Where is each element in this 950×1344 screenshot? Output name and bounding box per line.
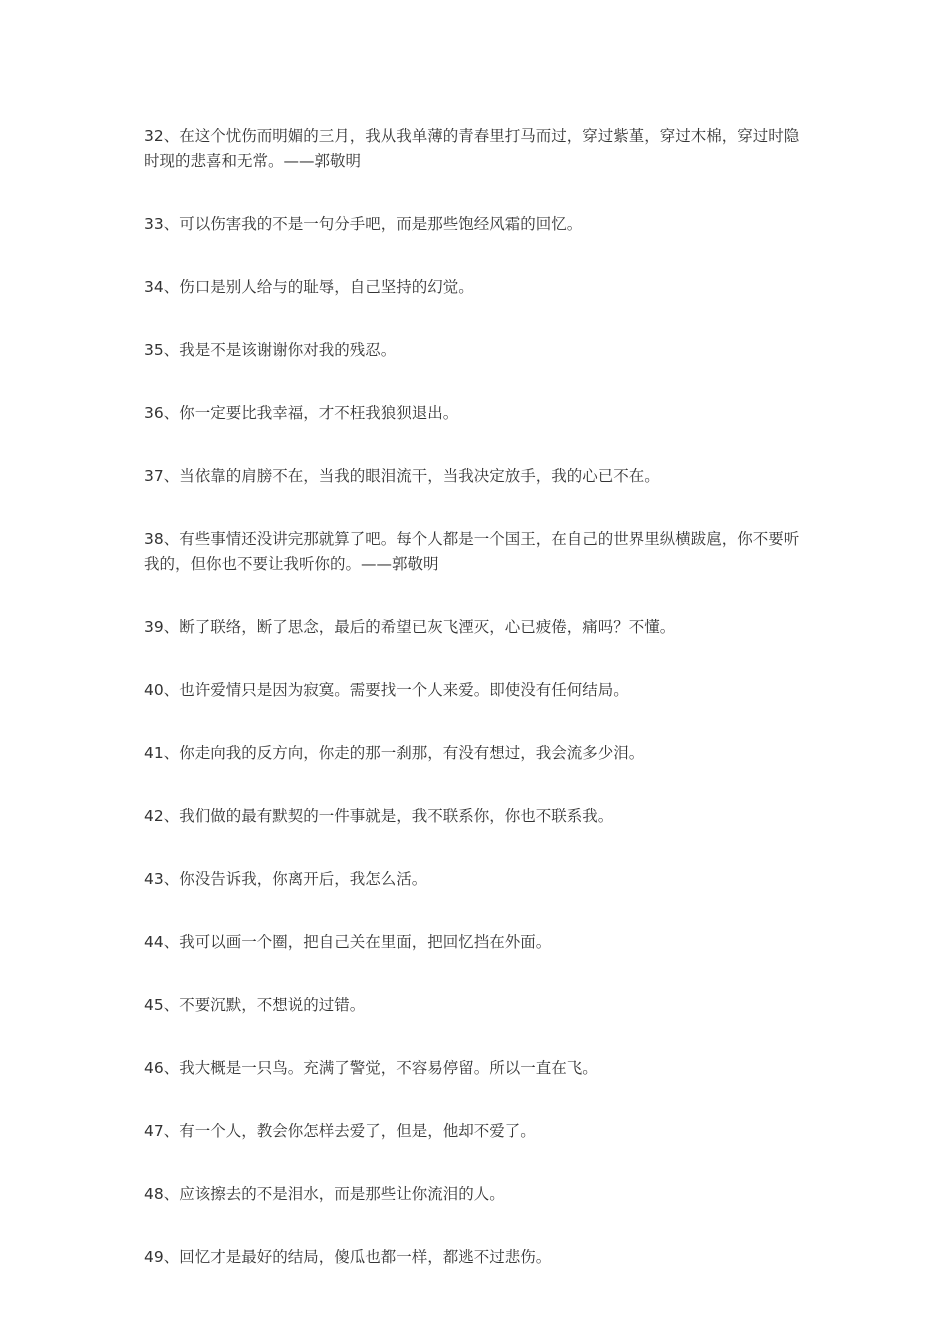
quote-item: 37、当依靠的肩膀不在，当我的眼泪流干，当我决定放手，我的心已不在。 bbox=[144, 467, 660, 485]
quote-item: 38、有些事情还没讲完那就算了吧。每个人都是一个国王，在自己的世界里纵横跋扈，你不要听我的，但你也不要让我听你的。——郭敬明 bbox=[144, 530, 800, 573]
quote-item: 32、在这个忧伤而明媚的三月，我从我单薄的青春里打马而过，穿过紫堇，穿过木棉，穿过时隐时现的悲喜和无常。——郭敬明 bbox=[144, 127, 800, 170]
quote-item: 42、我们做的最有默契的一件事就是，我不联系你，你也不联系我。 bbox=[144, 807, 614, 825]
quote-item: 39、断了联络，断了思念，最后的希望已灰飞湮灭，心已疲倦，痛吗？不懂。 bbox=[144, 618, 676, 636]
quote-item: 35、我是不是该谢谢你对我的残忍。 bbox=[144, 341, 397, 359]
quote-item: 34、伤口是别人给与的耻辱，自己坚持的幻觉。 bbox=[144, 278, 474, 296]
quote-item: 44、我可以画一个圈，把自己关在里面，把回忆挡在外面。 bbox=[144, 933, 552, 951]
quote-item: 33、可以伤害我的不是一句分手吧，而是那些饱经风霜的回忆。 bbox=[144, 215, 583, 233]
quote-item: 40、也许爱情只是因为寂寞。需要找一个人来爱。即使没有任何结局。 bbox=[144, 681, 629, 699]
quote-item: 48、应该擦去的不是泪水，而是那些让你流泪的人。 bbox=[144, 1185, 505, 1203]
quote-item: 49、回忆才是最好的结局，傻瓜也都一样，都逃不过悲伤。 bbox=[144, 1248, 552, 1266]
quote-item: 41、你走向我的反方向，你走的那一刹那，有没有想过，我会流多少泪。 bbox=[144, 744, 645, 762]
quote-item: 46、我大概是一只鸟。充满了警觉，不容易停留。所以一直在飞。 bbox=[144, 1059, 598, 1077]
quote-item: 45、不要沉默，不想说的过错。 bbox=[144, 996, 366, 1014]
quote-list bbox=[144, 124, 808, 1308]
quote-item: 43、你没告诉我，你离开后，我怎么活。 bbox=[144, 870, 428, 888]
quote-item: 36、你一定要比我幸福，才不枉我狼狈退出。 bbox=[144, 404, 459, 422]
quote-item: 47、有一个人，教会你怎样去爱了，但是，他却不爱了。 bbox=[144, 1122, 536, 1140]
